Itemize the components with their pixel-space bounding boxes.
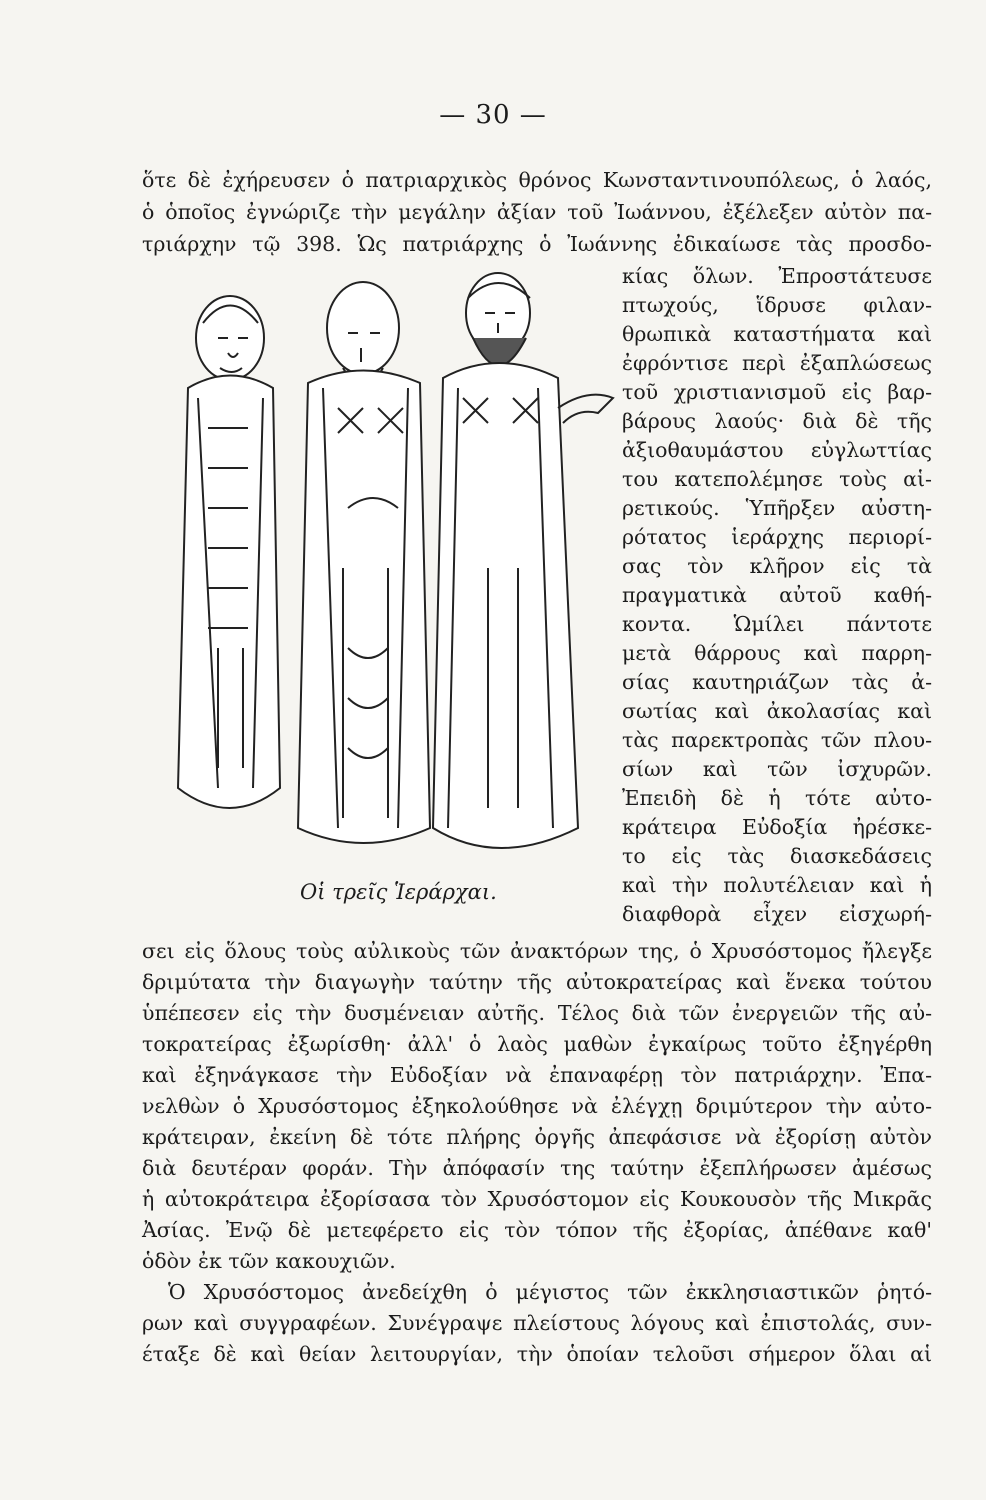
text-line: Ὁ Χρυσόστομος ἀνεδείχθη ὁ μέγιστος τῶν ἐκκλησιαστικῶν ῥητό- xyxy=(168,1280,932,1304)
text-line: κράτειραν, ἐκείνη δὲ τότε πλήρης ὀργῆς ἀπεφάσισε νὰ ἐξορίσῃ αὐτὸν xyxy=(142,1125,932,1149)
page-number: — 30 — xyxy=(439,100,547,130)
text-line: σίων καὶ τῶν ἰσχυρῶν. xyxy=(622,757,932,781)
three-hierarchs-illustration xyxy=(158,268,616,878)
text-line: σας τὸν κλῆρον εἰς τὰ xyxy=(622,554,932,578)
text-line: σωτίας καὶ ἀκολασίας καὶ xyxy=(622,699,932,723)
text-line: καὶ ἐξηνάγκασε τὴν Εὐδοξίαν νὰ ἐπαναφέρῃ τὸν πατριάρχην. Ἐπα- xyxy=(142,1063,932,1087)
text-line: τοῦ χριστιανισμοῦ εἰς βαρ- xyxy=(622,380,932,404)
text-line: δριμύτατα τὴν διαγωγὴν ταύτην τῆς αὐτοκρατείρας καὶ ἕνεκα τούτου xyxy=(142,970,932,994)
text-line: Ἀσίας. Ἐνῷ δὲ μετεφέρετο εἰς τὸν τόπον τῆς ἐξορίας, ἀπέθανε καθ' xyxy=(142,1218,932,1242)
text-line: ρων καὶ συγγραφέων. Συνέγραψε πλείστους λόγους καὶ ἐπιστολάς, συν- xyxy=(142,1311,932,1335)
text-line: καὶ τὴν πολυτέλειαν καὶ ἡ xyxy=(622,873,932,897)
text-line: το εἰς τὰς διασκεδάσεις xyxy=(622,844,932,868)
text-line: ἡ αὐτοκράτειρα ἐξορίσασα τὸν Χρυσόστομον εἰς Κουκουσὸν τῆς Μικρᾶς xyxy=(142,1187,932,1211)
text-line: ὅτε δὲ ἐχήρευσεν ὁ πατριαρχικὸς θρόνος Κωνσταντινουπόλεως, ὁ λαός, xyxy=(142,168,932,192)
text-line: μετὰ θάρρους καὶ παρρη- xyxy=(622,641,932,665)
text-line: νελθὼν ὁ Χρυσόστομος ἐξηκολούθησε νὰ ἐλέγχῃ δριμύτερον τὴν αὐτο- xyxy=(142,1094,932,1118)
text-line: τριάρχην τῷ 398. Ὡς πατριάρχης ὁ Ἰωάννης ἐδικαίωσε τὰς προσδο- xyxy=(142,232,932,256)
text-line: ρότατος ἱεράρχης περιορί- xyxy=(622,525,932,549)
text-line: ὁδὸν ἐκ τῶν κακουχιῶν. xyxy=(142,1249,396,1273)
illustration-caption: Οἱ τρεῖς Ἱεράρχαι. xyxy=(300,880,497,904)
text-line: κράτειρα Εὐδοξία ἠρέσκε- xyxy=(622,815,932,839)
text-line: κίας ὅλων. Ἐπροστάτευσε xyxy=(622,264,932,288)
text-line: ἐφρόντισε περὶ ἐξαπλώσεως xyxy=(622,351,932,375)
text-line: του κατεπολέμησε τοὺς αἱ- xyxy=(622,467,932,491)
text-line: θρωπικὰ καταστήματα καὶ xyxy=(622,322,932,346)
text-line: βάρους λαούς· διὰ δὲ τῆς xyxy=(622,409,932,433)
text-line: διαφθορὰ εἶχεν εἰσχωρή- xyxy=(622,902,932,926)
text-line: σίας καυτηριάζων τὰς ἀ- xyxy=(622,670,932,694)
text-line: τοκρατείρας ἐξωρίσθη· ἀλλ' ὁ λαὸς μαθὼν ἐγκαίρως τοῦτο ἐξηγέρθη xyxy=(142,1032,932,1056)
text-line: Ἐπειδὴ δὲ ἡ τότε αὐτο- xyxy=(622,786,932,810)
text-line: σει εἰς ὅλους τοὺς αὐλικοὺς τῶν ἀνακτόρων της, ὁ Χρυσόστομος ἤλεγξε xyxy=(142,939,932,963)
text-line: τὰς παρεκτροπὰς τῶν πλου- xyxy=(622,728,932,752)
text-line: διὰ δευτέραν φοράν. Τὴν ἀπόφασίν της ταύτην ἐξεπλήρωσεν ἀμέσως xyxy=(142,1156,932,1180)
text-line: ἀξιοθαυμάστου εὐγλωττίας xyxy=(622,438,932,462)
text-line: ὁ ὁποῖος ἐγνώριζε τὴν μεγάλην ἀξίαν τοῦ Ἰωάννου, ἐξέλεξεν αὐτὸν πα- xyxy=(142,200,932,224)
text-line: κοντα. Ὡμίλει πάντοτε xyxy=(622,612,932,636)
text-line: πραγματικὰ αὐτοῦ καθή- xyxy=(622,583,932,607)
text-line: έταξε δὲ καὶ θείαν λειτουργίαν, τὴν ὁποίαν τελοῦσι σήμερον ὅλαι αἱ xyxy=(142,1342,932,1366)
text-line: ὑπέπεσεν εἰς τὴν δυσμένειαν αὐτῆς. Τέλος διὰ τῶν ἐνεργειῶν τῆς αὐ- xyxy=(142,1001,932,1025)
text-line: ρετικούς. Ὑπῆρξεν αὐστη- xyxy=(622,496,932,520)
text-line: πτωχούς, ἵδρυσε φιλαν- xyxy=(622,293,932,317)
